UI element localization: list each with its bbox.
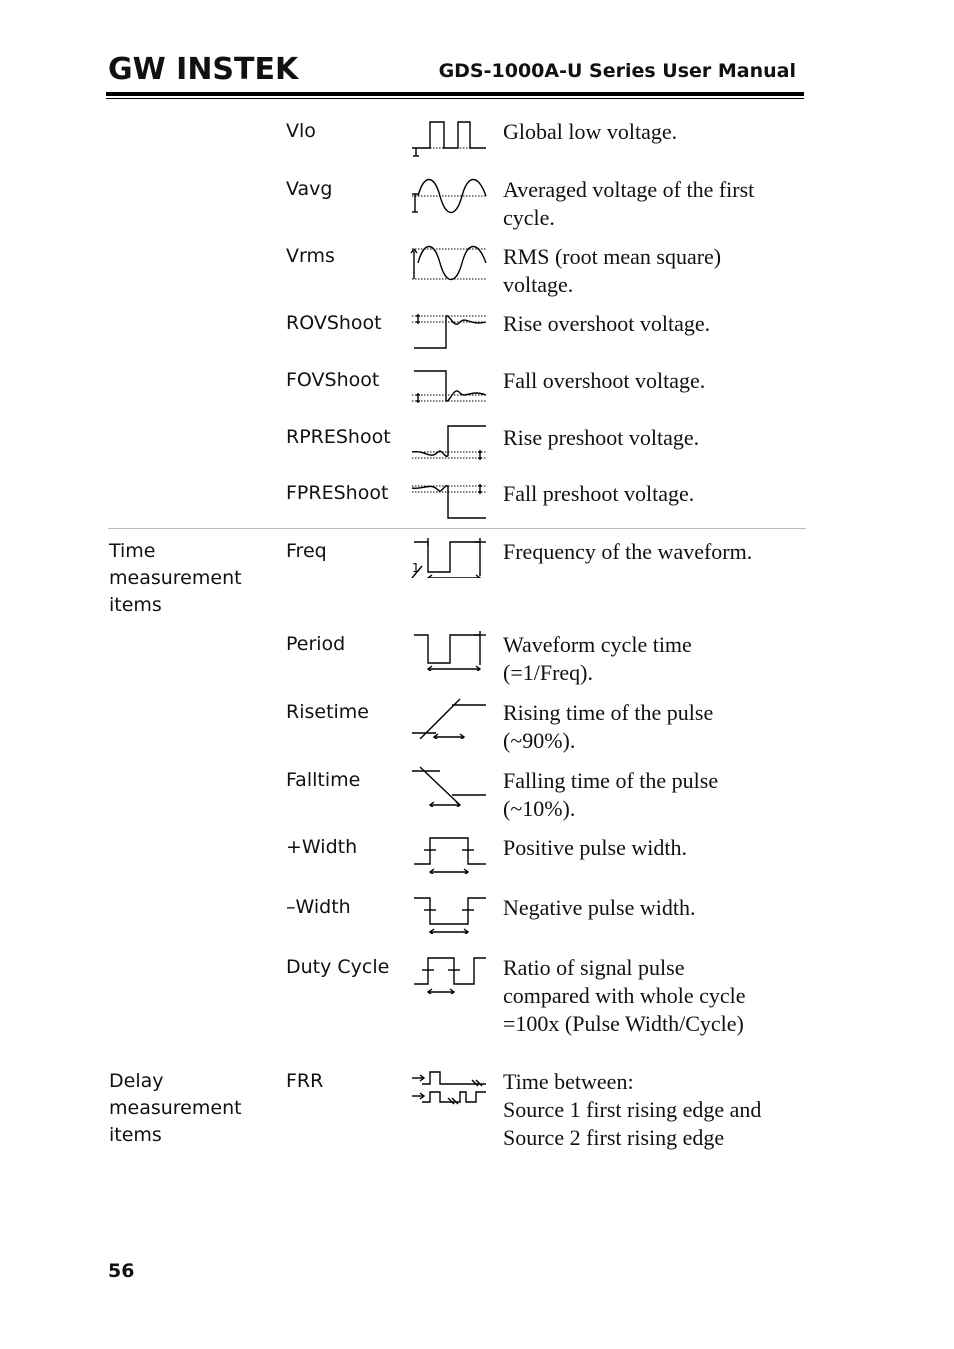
measurement-name: Period xyxy=(286,633,346,655)
measurement-name: FPREShoot xyxy=(286,482,389,504)
vavg-icon xyxy=(410,174,488,216)
header-rule xyxy=(106,92,804,96)
measurement-description: Ratio of signal pulse compared with whole cycle =100x (Pulse Width/Cycle) xyxy=(503,955,746,1036)
measurement-name: RPREShoot xyxy=(286,426,391,448)
risetime-icon xyxy=(410,697,488,739)
measurement-name: FOVShoot xyxy=(286,369,380,391)
measurement-description: Rise overshoot voltage. xyxy=(503,311,711,336)
measurement-description: Rise preshoot voltage. xyxy=(503,425,700,450)
measurement-description: Time between: Source 1 first rising edge and Source 2 first rising edge xyxy=(503,1069,762,1150)
measurement-name: +Width xyxy=(286,836,358,858)
header-rule-thin xyxy=(106,98,804,99)
manual-title: GDS-1000A-U Series User Manual xyxy=(438,60,796,82)
measurement-name: Freq xyxy=(286,540,327,562)
measurement-name: Risetime xyxy=(286,701,369,723)
measurement-description: Falling time of the pulse (~10%). xyxy=(503,768,719,821)
page-number: 56 xyxy=(108,1260,135,1282)
svg-text:1: 1 xyxy=(412,561,420,575)
measurement-description: Global low voltage. xyxy=(503,119,678,144)
measurement-description: Positive pulse width. xyxy=(503,835,687,860)
duty-cycle-icon xyxy=(410,952,488,994)
positive-width-icon xyxy=(410,832,488,874)
measurement-description: Averaged voltage of the first cycle. xyxy=(503,177,755,230)
measurement-description: Fall overshoot voltage. xyxy=(503,368,706,393)
measurement-name: Vavg xyxy=(286,178,333,200)
measurement-description: Rising time of the pulse (~90%). xyxy=(503,700,714,753)
measurement-name: Duty Cycle xyxy=(286,956,390,978)
measurement-description: Waveform cycle time (=1/Freq). xyxy=(503,632,692,685)
brand-logo: GW INSTEK xyxy=(108,52,299,87)
frr-icon xyxy=(410,1066,488,1108)
rpreshoot-icon xyxy=(410,422,488,464)
measurement-description: Fall preshoot voltage. xyxy=(503,481,695,506)
measurement-description: Frequency of the waveform. xyxy=(503,539,753,564)
measurement-name: ROVShoot xyxy=(286,312,382,334)
rovshoot-icon xyxy=(410,308,488,350)
freq-icon xyxy=(410,536,488,578)
vlo-icon xyxy=(410,116,488,158)
measurement-name: –Width xyxy=(286,896,351,918)
period-icon xyxy=(410,629,488,671)
falltime-icon xyxy=(410,765,488,807)
negative-width-icon xyxy=(410,892,488,934)
section-divider xyxy=(108,528,806,529)
category-time: Time measurement items xyxy=(109,540,242,616)
measurement-description: Negative pulse width. xyxy=(503,895,696,920)
measurement-name: Vrms xyxy=(286,245,335,267)
measurement-name: Vlo xyxy=(286,120,316,142)
fovshoot-icon xyxy=(410,365,488,407)
category-delay: Delay measurement items xyxy=(109,1070,242,1146)
vrms-icon xyxy=(410,241,488,283)
measurement-description: RMS (root mean square) voltage. xyxy=(503,244,722,297)
fpreshoot-icon xyxy=(410,478,488,520)
measurement-name: FRR xyxy=(286,1070,324,1092)
measurement-name: Falltime xyxy=(286,769,361,791)
